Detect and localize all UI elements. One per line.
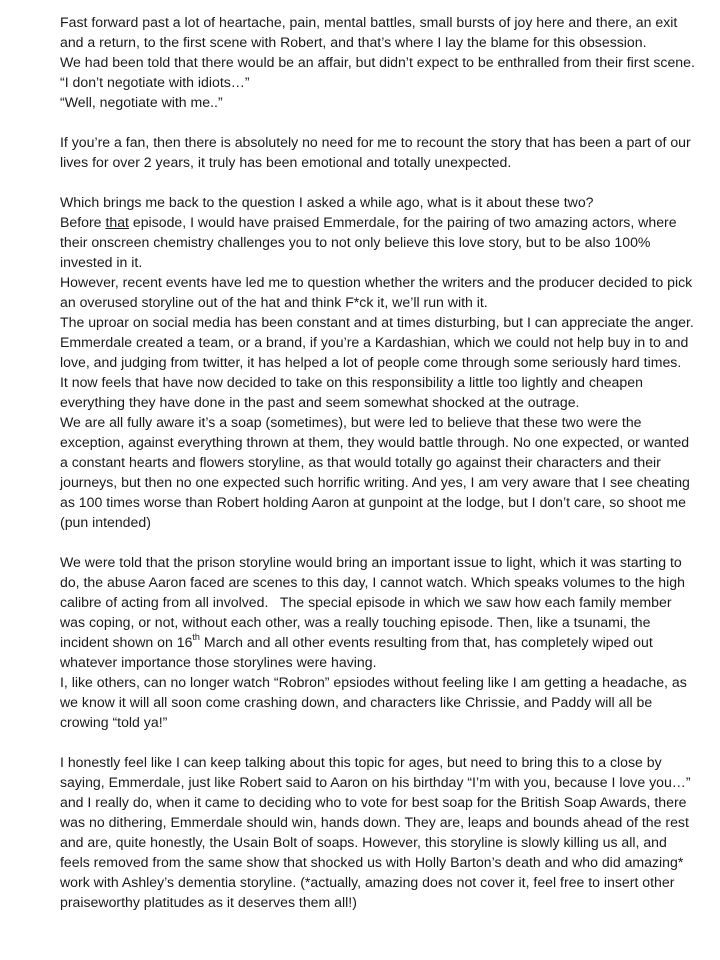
text-segment: Before (60, 214, 106, 230)
ordinal-suffix: th (192, 632, 200, 643)
paragraph-3-line-1: Which brings me back to the question I asked a while ago, what is it about these two? (60, 194, 594, 210)
paragraph-gap (60, 112, 700, 132)
text-segment: March and all other events resulting from that, has completely wiped out whatever importance those storylines were having. (60, 634, 657, 670)
quote-line-1: “I don’t negotiate with idiots…” (60, 74, 250, 90)
paragraph-1-line-1: Fast forward past a lot of heartache, pain, mental battles, small bursts of joy here and there, an exit and a return, to the first scene with Robert, and that’s where I lay the blame for this obsession. (60, 14, 682, 50)
paragraph-4-line-1 (60, 552, 700, 672)
text-segment: episode, I would have praised Emmerdale, for the pairing of two amazing actors, where their onscreen chemistry challenges you to not only believe this love story, but to be also 100% invested in it. (60, 214, 681, 270)
paragraph-3-line-5: It now feels that have now decided to take on this responsibility a little too lightly and cheapen everything they have done in the past and seem somewhat shocked at the outrage. (60, 374, 647, 410)
paragraph-3-line-6: We are all fully aware it’s a soap (sometimes), but were led to believe that these two were the exception, against everything thrown at them, they would battle through. No one expected, or wanted a constant hearts and flowers storyline, as that would totally go against their characters and their journeys, but then no one expected such horrific writing. And yes, I am very aware that I see cheating as 100 times worse than Robert holding Aaron at gunpoint at the lodge, but I don’t care, so shoot me (pun intended) (60, 414, 694, 530)
paragraph-1-line-2: We had been told that there would be an affair, but didn’t expect to be enthralled from their first scene. (60, 54, 695, 70)
paragraph-gap (60, 532, 700, 552)
underlined-word: that (105, 214, 129, 230)
paragraph-3-line-2 (60, 212, 700, 272)
paragraph-gap (60, 172, 700, 192)
text-segment: We were told that the prison storyline would bring an important issue to light, which it was starting to do, the abuse Aaron faced are scenes to this day, I cannot watch. Which speaks volumes to the high calibre of acting from all involved. The special episode in which we saw how each family member was coping, or not, without each other, was a really touching episode. Then, like a tsunami, the incident shown on 16 (60, 554, 689, 650)
paragraph-2: If you’re a fan, then there is absolutely no need for me to recount the story that has been a part of our lives for over 2 years, it truly has been emotional and totally unexpected. (60, 134, 695, 170)
paragraph-3-line-3: However, recent events have led me to question whether the writers and the producer decided to pick an overused storyline out of the hat and think F*ck it, we’ll run with it. (60, 274, 697, 310)
quote-line-2: “Well, negotiate with me..” (60, 94, 223, 110)
document-page (60, 12, 700, 912)
paragraph-3-line-4: The uproar on social media has been constant and at times disturbing, but I can appreciate the anger. Emmerdale created a team, or a brand, if you’re a Kardashian, which we could not help buy in to and love, and judging from twitter, it has helped a lot of people come through some seriously hard times. (60, 314, 698, 370)
paragraph-4-line-2: I, like others, can no longer watch “Robron” epsiodes without feeling like I am getting a headache, as we know it will all soon come crashing down, and characters like Chrissie, and Paddy will all be crowing “told ya!” (60, 674, 691, 730)
paragraph-5: I honestly feel like I can keep talking about this topic for ages, but need to bring this to a close by saying, Emmerdale, just like Robert said to Aaron on his birthday “I’m with you, because I love you…” and I really do, when it came to deciding who to vote for best soap for the British Soap Awards, there was no dithering, Emmerdale should win, hands down. They are, leaps and bounds ahead of the rest and are, quite honestly, the Usain Bolt of soaps. However, this storyline is slowly killing us all, and feels removed from the same show that shocked us with Holly Barton’s death and who did amazing* work with Ashley’s dementia storyline. (*actually, amazing does not cover it, feel free to insert other praiseworthy platitudes as it deserves them all!) (60, 754, 695, 910)
paragraph-gap (60, 732, 700, 752)
